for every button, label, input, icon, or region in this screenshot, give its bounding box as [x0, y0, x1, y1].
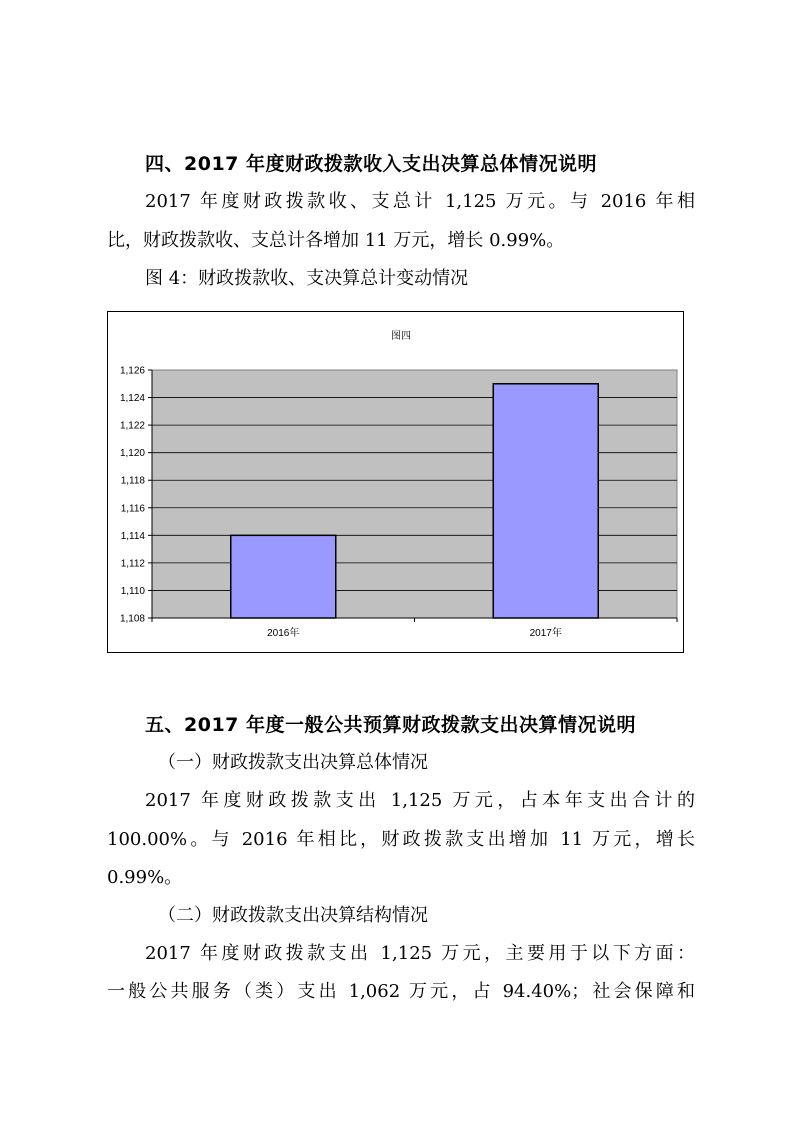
y-tick-label: 1,126: [119, 365, 145, 377]
y-tick-label: 1,110: [120, 585, 145, 597]
y-tick-label: 1,120: [119, 448, 145, 460]
section4-heading: 四、2017 年度财政拨款收入支出决算总体情况说明: [145, 153, 597, 175]
y-tick-label: 1,108: [119, 613, 145, 625]
bar: [231, 535, 336, 618]
section5-heading: 五、2017 年度一般公共预算财政拨款支出决算情况说明: [145, 714, 636, 736]
x-axis: [152, 618, 677, 639]
bar-chart: [107, 311, 684, 653]
x-tick-label: 2016年: [267, 628, 300, 639]
y-tick-label: 1,118: [120, 475, 145, 487]
section5-subheading-2: （二）财政拨款支出决算结构情况: [158, 905, 428, 926]
figure-caption: 图 4：财政拨款收、支决算总计变动情况: [145, 268, 469, 289]
y-tick-label: 1,116: [120, 503, 145, 515]
chart-title: 图四: [391, 331, 411, 342]
section5-subheading-1: （一）财政拨款支出决算总体情况: [158, 752, 428, 773]
y-tick-label: 1,122: [119, 420, 145, 432]
y-axis: [120, 366, 152, 625]
section4-paragraph-line-1: 2017 年度财政拨款收、支总计 1,125 万元。与 2016 年相: [145, 191, 695, 212]
y-tick-label: 1,112: [120, 558, 145, 570]
bar: [493, 384, 598, 618]
section5-paragraph3-line-1: 2017 年度财政拨款支出 1,125 万元，主要用于以下方面：: [145, 943, 695, 964]
y-tick-label: 1,114: [120, 530, 145, 542]
section5-paragraph3-line-2: 一般公共服务（类）支出 1,062 万元，占 94.40%；社会保障和: [107, 981, 695, 1002]
section5-paragraph2-line-3: 0.99%。: [107, 867, 183, 888]
y-tick-label: 1,124: [119, 393, 145, 405]
section5-paragraph2-line-2: 100.00%。与 2016 年相比，财政拨款支出增加 11 万元，增长: [107, 829, 695, 850]
x-tick-label: 2017年: [529, 628, 562, 639]
chart-svg: [108, 312, 683, 652]
section4-paragraph-line-2: 比，财政拨款收、支总计各增加 11 万元，增长 0.99%。: [107, 230, 565, 251]
section5-paragraph2-line-1: 2017 年度财政拨款支出 1,125 万元，占本年支出合计的: [145, 790, 695, 811]
